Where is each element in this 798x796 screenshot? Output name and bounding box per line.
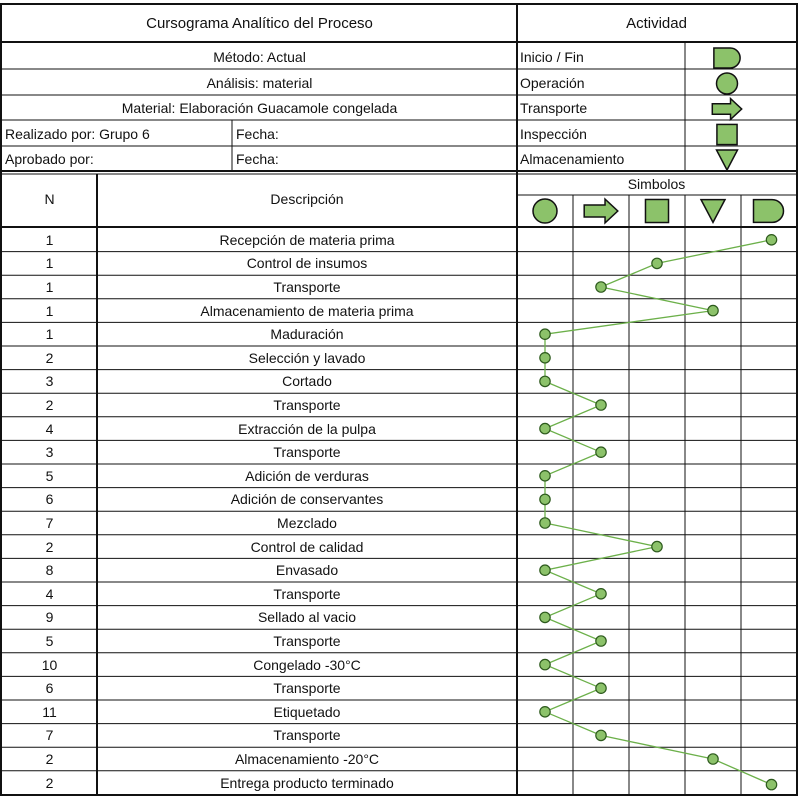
approved-by-label: Aprobado por: [5, 150, 94, 167]
flow-point-step-10 [596, 447, 606, 457]
legend-label-3: Transporte [520, 100, 588, 116]
flow-point-step-22 [596, 730, 606, 740]
row-number: 1 [45, 302, 54, 319]
flow-point-step-14 [652, 541, 662, 551]
flow-point-step-24 [766, 779, 776, 789]
row-description: Sellado al vacio [257, 609, 357, 626]
row-number: 2 [45, 750, 54, 767]
method-label: Método: Actual [213, 48, 306, 65]
row-number: 7 [45, 727, 54, 744]
flow-point-step-7 [540, 376, 550, 386]
row-number: 9 [45, 609, 54, 626]
column-header-n: N [44, 191, 55, 207]
date-label-2: Fecha: [236, 150, 279, 167]
legend-label-2: Operación [520, 74, 585, 91]
legend-label-4: Inspección [520, 125, 587, 142]
row-description: Selección y lavado [248, 349, 366, 366]
row-number: 2 [45, 774, 54, 791]
row-description: Etiquetado [273, 703, 341, 720]
made-by-label: Realizado por: Grupo 6 [5, 125, 150, 142]
column-terminal-icon [754, 200, 784, 223]
column-inspection-square-icon [645, 199, 668, 222]
row-number: 8 [45, 562, 54, 579]
flow-point-step-19 [540, 659, 550, 669]
legend-inspection-square-icon [717, 124, 737, 144]
analysis-label: Análisis: material [206, 74, 313, 91]
row-number: 1 [45, 231, 54, 248]
row-description: Mezclado [277, 514, 337, 531]
row-description: Envasado [275, 562, 339, 579]
row-number: 3 [45, 373, 54, 390]
row-number: 1 [45, 278, 54, 295]
row-description: Transporte [273, 444, 341, 461]
legend-label-5: Almacenamiento [520, 151, 625, 167]
row-number: 6 [45, 680, 54, 697]
flow-point-step-2 [652, 258, 662, 268]
flow-point-step-17 [540, 612, 550, 622]
flow-point-step-13 [540, 518, 550, 528]
flow-point-step-16 [596, 589, 606, 599]
legend-storage-triangle-icon [717, 150, 738, 170]
flow-point-step-6 [540, 353, 550, 363]
flow-point-step-18 [596, 636, 606, 646]
flow-point-step-1 [766, 235, 776, 245]
row-description: Extracción de la pulpa [238, 420, 376, 437]
row-number: 1 [45, 255, 54, 272]
row-number: 5 [45, 467, 54, 484]
column-storage-triangle-icon [701, 200, 725, 223]
flow-point-step-11 [540, 471, 550, 481]
row-description: Transporte [273, 727, 341, 744]
row-description: Transporte [273, 632, 341, 649]
flow-point-step-23 [708, 754, 718, 764]
row-number: 2 [45, 538, 54, 555]
legend-terminal-icon [714, 48, 740, 68]
legend-title: Actividad [626, 14, 687, 32]
row-number: 3 [45, 444, 54, 461]
column-header-symbols: Simbolos [627, 175, 686, 192]
flow-point-step-20 [596, 683, 606, 693]
row-number: 5 [45, 632, 54, 649]
row-description: Entrega producto terminado [220, 774, 394, 791]
date-label-1: Fecha: [236, 125, 279, 142]
row-description: Control de insumos [246, 255, 368, 272]
row-description: Congelado -30°C [253, 656, 361, 673]
flow-point-step-8 [596, 400, 606, 410]
row-number: 7 [45, 514, 54, 531]
row-number: 6 [45, 491, 54, 508]
row-description: Adición de verduras [245, 467, 369, 484]
row-number: 10 [41, 656, 58, 673]
row-description: Maduración [270, 326, 344, 343]
legend-transport-arrow-icon [712, 99, 741, 120]
row-number: 2 [45, 349, 54, 366]
column-header-description: Descripción [270, 191, 344, 207]
row-description: Almacenamiento de materia prima [200, 302, 414, 319]
legend-operation-circle-icon [717, 73, 738, 94]
row-description: Transporte [273, 585, 341, 602]
row-number: 11 [42, 703, 57, 720]
row-number: 4 [45, 420, 54, 437]
row-description: Transporte [273, 396, 341, 413]
chart-title: Cursograma Analítico del Proceso [146, 14, 373, 32]
column-operation-circle-icon [533, 199, 557, 223]
flow-point-step-9 [540, 423, 550, 433]
legend-label-1: Inicio / Fin [520, 49, 584, 65]
row-description: Control de calidad [250, 538, 364, 555]
row-number: 2 [45, 396, 54, 413]
row-number: 1 [45, 326, 54, 343]
flow-line [545, 240, 772, 785]
material-label: Material: Elaboración Guacamole congelada [121, 99, 398, 116]
flow-point-step-12 [540, 494, 550, 504]
row-description: Transporte [273, 278, 341, 295]
row-description: Cortado [282, 373, 332, 390]
row-number: 4 [45, 585, 54, 602]
row-description: Adición de conservantes [230, 491, 384, 508]
row-description: Recepción de materia prima [219, 231, 395, 248]
flow-point-step-3 [596, 282, 606, 292]
flow-point-step-15 [540, 565, 550, 575]
column-transport-arrow-icon [584, 199, 618, 223]
row-description: Almacenamiento -20°C [234, 750, 380, 767]
flow-point-step-5 [540, 329, 550, 339]
row-description: Transporte [273, 680, 341, 697]
flow-point-step-21 [540, 707, 550, 717]
flow-point-step-4 [708, 305, 718, 315]
